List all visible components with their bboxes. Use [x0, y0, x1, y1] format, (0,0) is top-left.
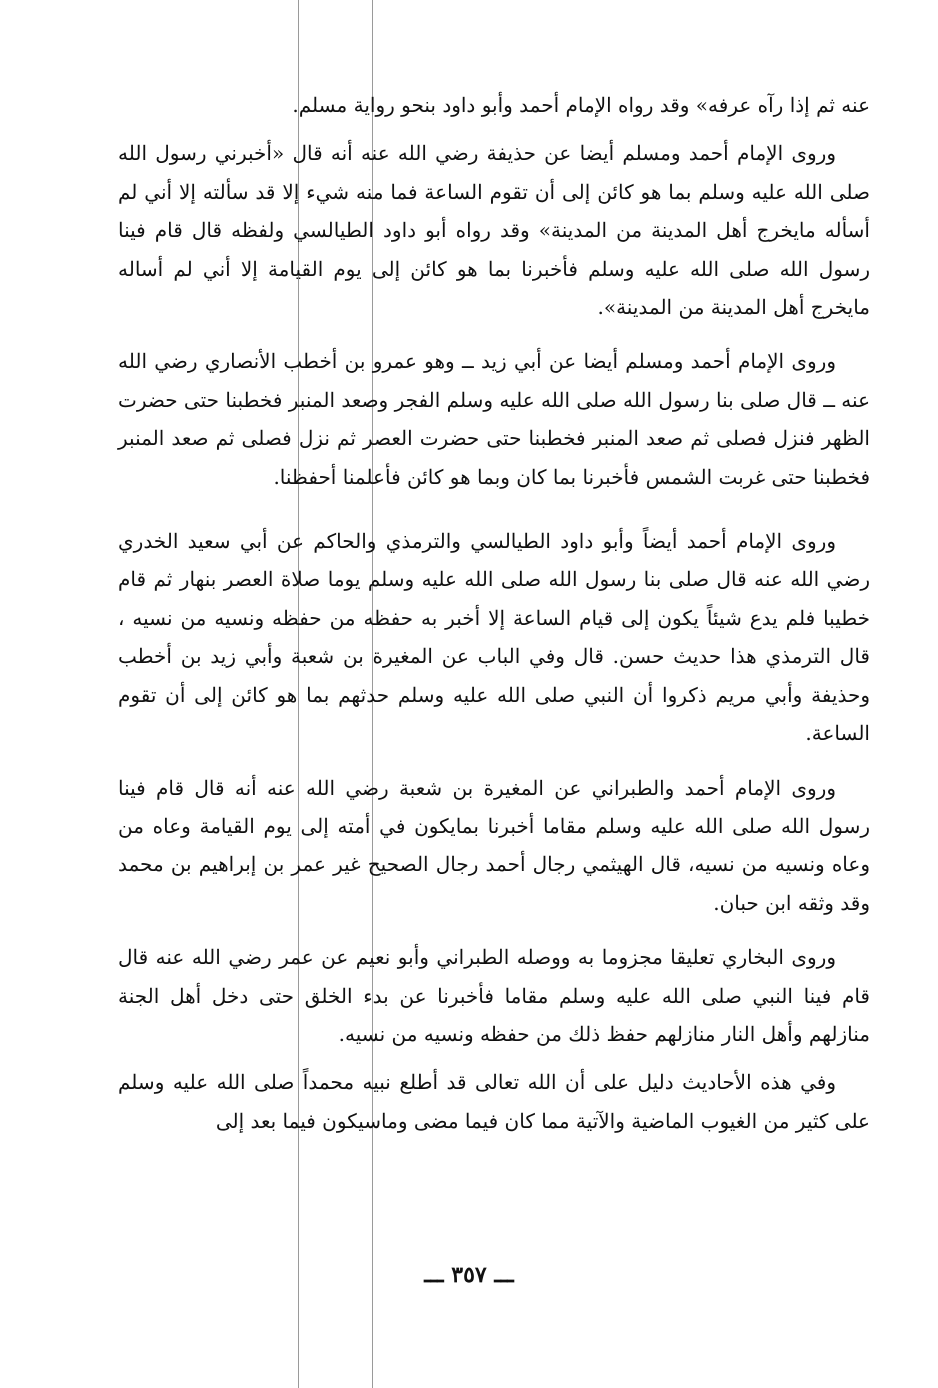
paragraph-6: وروى البخاري تعليقا مجزوما به ووصله الطبراني وأبو نعيم عن عمر رضي الله عنه قال قام فينا النبي صلى الله عليه وسلم مقاما فأخبرنا عن بدء الخلق حتى دخل أهل الجنة منازلهم وأهل النار منازلهم حفظ ذلك من حفظه ونسيه من نسيه.: [118, 945, 870, 1046]
paragraph-4: وروى الإمام أحمد أيضاً وأبو داود الطيالسي والترمذي والحاكم عن أبي سعيد الخدري رضي الله عنه قال صلى بنا رسول الله صلى الله عليه وسلم يوما صلاة العصر بنهار ثم قام خطيبا فلم يدع شيئاً يكون إلى قيام الساعة إلا أخبر به حفظه من حفظه ونسيه من نسيه ، قال الترمذي هذا حديث حسن. قال وفي الباب عن المغيرة بن شعبة وأبي زيد بن أخطب وحذيفة وأبي مريم ذكروا أن النبي صلى الله عليه وسلم حدثهم بما هو كائن إلى أن تقوم الساعة.: [118, 529, 871, 746]
paragraph-1: عنه ثم إذا رآه عرفه» وقد رواه الإمام أحمد وأبو داود بنحو رواية مسلم.: [292, 93, 870, 117]
page-number: ـــ ٣٥٧ ـــ: [424, 1262, 514, 1288]
paragraph-7: وفي هذه الأحاديث دليل على أن الله تعالى قد أطلع نبيه محمداً صلى الله عليه وسلم على كثير من الغيوب الماضية والآتية مما كان فيما مضى وماسيكون فيما بعد إلى: [118, 1070, 870, 1133]
body-text: [118, 86, 870, 1140]
paragraph-2: وروى الإمام أحمد ومسلم أيضا عن حذيفة رضي الله عنه أنه قال «أخبرني رسول الله صلى الله عليه وسلم بما هو كائن إلى أن تقوم الساعة فما منه شيء إلا قد سألته إلا أني لم أسأله مايخرج أهل المدينة من المدينة» وقد رواه أبو داود الطيالسي ولفظه قال قام فينا رسول الله صلى الله عليه وسلم فأخبرنا بما هو كائن إلى يوم القيامة إلا أني لم أساله مايخرج أهل المدينة من المدينة».: [118, 141, 870, 320]
paragraph-5: وروى الإمام أحمد والطبراني عن المغيرة بن شعبة رضي الله عنه أنه قال قام فينا رسول الله صلى الله عليه وسلم مقاما أخبرنا بمايكون في أمته إلى يوم القيامة وعاه من وعاه ونسيه من نسيه، قال الهيثمي رجال أحمد رجال الصحيح غير عمر بن إبراهيم بن محمد وقد وثقه ابن حبان.: [118, 775, 870, 915]
paragraph-3: وروى الإمام أحمد ومسلم أيضا عن أبي زيد ــ وهو عمرو بن أخطب الأنصاري رضي الله عنه ــ قال صلى بنا رسول الله صلى الله عليه وسلم الفجر وصعد المنبر فخطبنا حتى حضرت الظهر فنزل فصلى ثم صعد المنبر فخطبنا حتى حضرت العصر ثم نزل فصلى ثم صعد المنبر فخطبنا حتى غربت الشمس فأخبرنا بما كان وبما هو كائن فأعلمنا أحفظنا.: [118, 349, 870, 489]
